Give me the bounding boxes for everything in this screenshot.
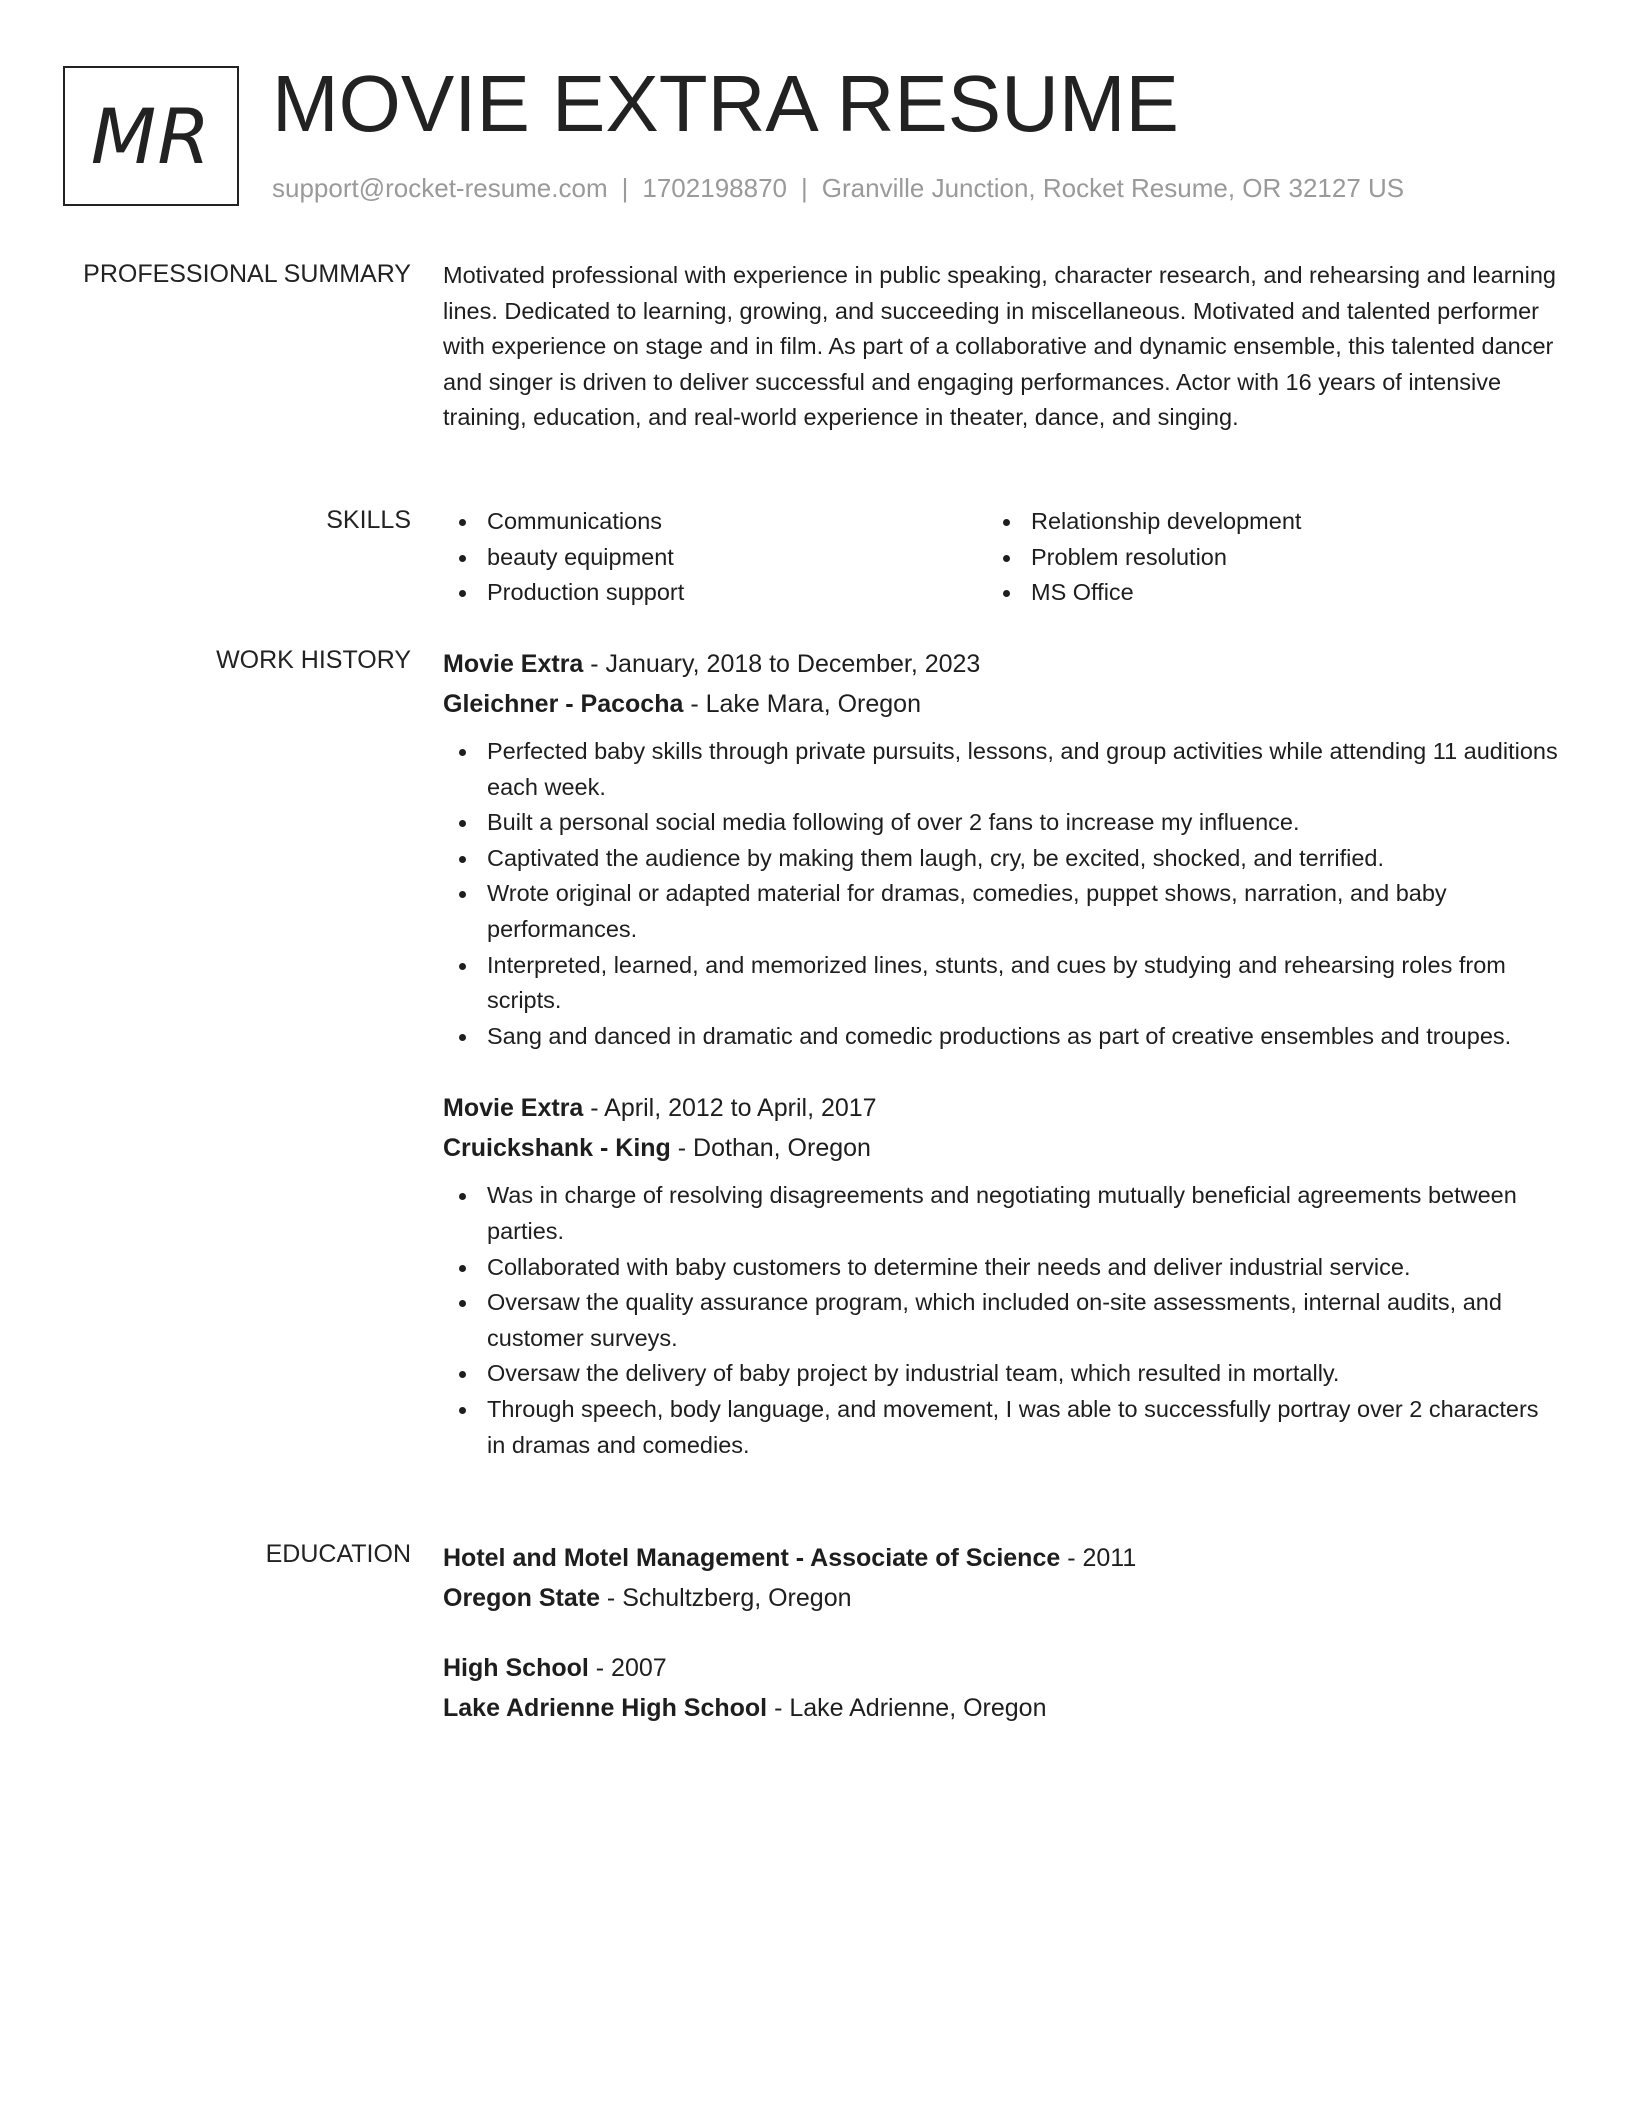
job-entry bbox=[443, 1088, 1558, 1463]
summary-body bbox=[443, 258, 1558, 436]
contact-separator: | bbox=[801, 173, 808, 203]
job-bullets bbox=[443, 1178, 1558, 1463]
section-title-summary: PROFESSIONAL SUMMARY bbox=[83, 260, 411, 288]
education-entry bbox=[443, 1538, 1558, 1618]
job-bullet: Sang and danced in dramatic and comedic productions as part of creative ensembles and troupes. bbox=[487, 1019, 1558, 1055]
job-bullet: Perfected baby skills through private pursuits, lessons, and group activities while attending 11 auditions each week. bbox=[487, 734, 1558, 805]
education-year: - 2007 bbox=[588, 1654, 667, 1682]
job-location: - Dothan, Oregon bbox=[670, 1134, 871, 1163]
education-location: - Schultzberg, Oregon bbox=[599, 1584, 852, 1612]
contact-phone[interactable]: 1702198870 bbox=[642, 173, 787, 203]
summary-text: Motivated professional with experience in public speaking, character research, and rehearsing and learning lines. Dedicated to learning, growing, and succeeding in miscellaneous. Motivated and talented performer with experience on stage and in film. As part of a collaborative and dynamic ensemble, this talented dancer and singer is driven to deliver successful and engaging performances. Actor with 16 years of intensive training, education, and real-world experience in theater, dance, and singing. bbox=[443, 262, 1556, 431]
education-school-line bbox=[443, 1578, 1558, 1618]
job-location: - Lake Mara, Oregon bbox=[683, 690, 921, 718]
education-school-line bbox=[443, 1688, 1558, 1728]
job-company-line bbox=[443, 1128, 1558, 1168]
job-title-line bbox=[443, 1088, 1558, 1128]
skill-item: Communications bbox=[487, 504, 987, 540]
skills-body bbox=[443, 504, 1558, 611]
job-title-line bbox=[443, 644, 1558, 684]
education-school: Lake Adrienne High School bbox=[443, 1694, 768, 1722]
skill-item: beauty equipment bbox=[487, 540, 987, 576]
job-bullet: Oversaw the delivery of baby project by industrial team, which resulted in mortally. bbox=[487, 1356, 1558, 1392]
skills-columns bbox=[443, 504, 1558, 611]
skills-list-right bbox=[987, 504, 1531, 611]
skill-item: Relationship development bbox=[1031, 504, 1531, 540]
contact-line bbox=[272, 173, 1404, 204]
skills-list-left bbox=[443, 504, 987, 611]
job-company: Gleichner - Pacocha bbox=[443, 690, 684, 718]
contact-email[interactable]: support@rocket-resume.com bbox=[272, 173, 608, 203]
job-bullet: Wrote original or adapted material for dramas, comedies, puppet shows, narration, and baby performances. bbox=[487, 876, 1558, 947]
job-bullet: Interpreted, learned, and memorized lines, stunts, and cues by studying and rehearsing roles from scripts. bbox=[487, 948, 1558, 1019]
skill-item: Production support bbox=[487, 575, 987, 611]
section-title-education: EDUCATION bbox=[265, 1540, 411, 1568]
job-role: Movie Extra bbox=[443, 1094, 584, 1123]
job-entry bbox=[443, 644, 1558, 1054]
job-bullet: Built a personal social media following of over 2 fans to increase my influence. bbox=[487, 805, 1558, 841]
education-year: - 2011 bbox=[1060, 1544, 1137, 1572]
education-degree: Hotel and Motel Management - Associate of Science bbox=[443, 1544, 1061, 1572]
job-bullet: Through speech, body language, and movement, I was able to successfully portray over 2 characters in dramas and comedies. bbox=[487, 1392, 1558, 1463]
education-school: Oregon State bbox=[443, 1584, 600, 1612]
education-location: - Lake Adrienne, Oregon bbox=[767, 1694, 1047, 1722]
education-body bbox=[443, 1538, 1558, 1728]
resume-title: MOVIE EXTRA RESUME bbox=[272, 59, 1179, 148]
contact-separator: | bbox=[621, 173, 629, 203]
monogram-initials: MR bbox=[90, 91, 212, 181]
education-degree-line bbox=[443, 1538, 1558, 1578]
section-title-work: WORK HISTORY bbox=[216, 646, 411, 674]
job-company-line bbox=[443, 684, 1558, 724]
education-degree: High School bbox=[443, 1654, 589, 1682]
section-title-skills: SKILLS bbox=[326, 506, 411, 534]
job-dates: - April, 2012 to April, 2017 bbox=[583, 1094, 877, 1123]
skill-item: MS Office bbox=[1031, 575, 1531, 611]
job-bullet: Was in charge of resolving disagreements and negotiating mutually beneficial agreements between parties. bbox=[487, 1178, 1558, 1249]
job-bullets bbox=[443, 734, 1558, 1054]
job-dates: - January, 2018 to December, 2023 bbox=[583, 650, 981, 678]
education-entry bbox=[443, 1648, 1558, 1728]
education-degree-line bbox=[443, 1648, 1558, 1688]
monogram-box bbox=[63, 66, 239, 206]
work-body bbox=[443, 644, 1558, 1463]
job-bullet: Captivated the audience by making them laugh, cry, be excited, shocked, and terrified. bbox=[487, 841, 1558, 877]
skill-item: Problem resolution bbox=[1031, 540, 1531, 576]
job-company: Cruickshank - King bbox=[443, 1134, 671, 1163]
job-role: Movie Extra bbox=[443, 650, 584, 678]
job-bullet: Collaborated with baby customers to determine their needs and deliver industrial service. bbox=[487, 1250, 1558, 1286]
job-bullet: Oversaw the quality assurance program, which included on-site assessments, internal audits, and customer surveys. bbox=[487, 1285, 1558, 1356]
contact-address: Granville Junction, Rocket Resume, OR 32127 US bbox=[821, 173, 1405, 203]
